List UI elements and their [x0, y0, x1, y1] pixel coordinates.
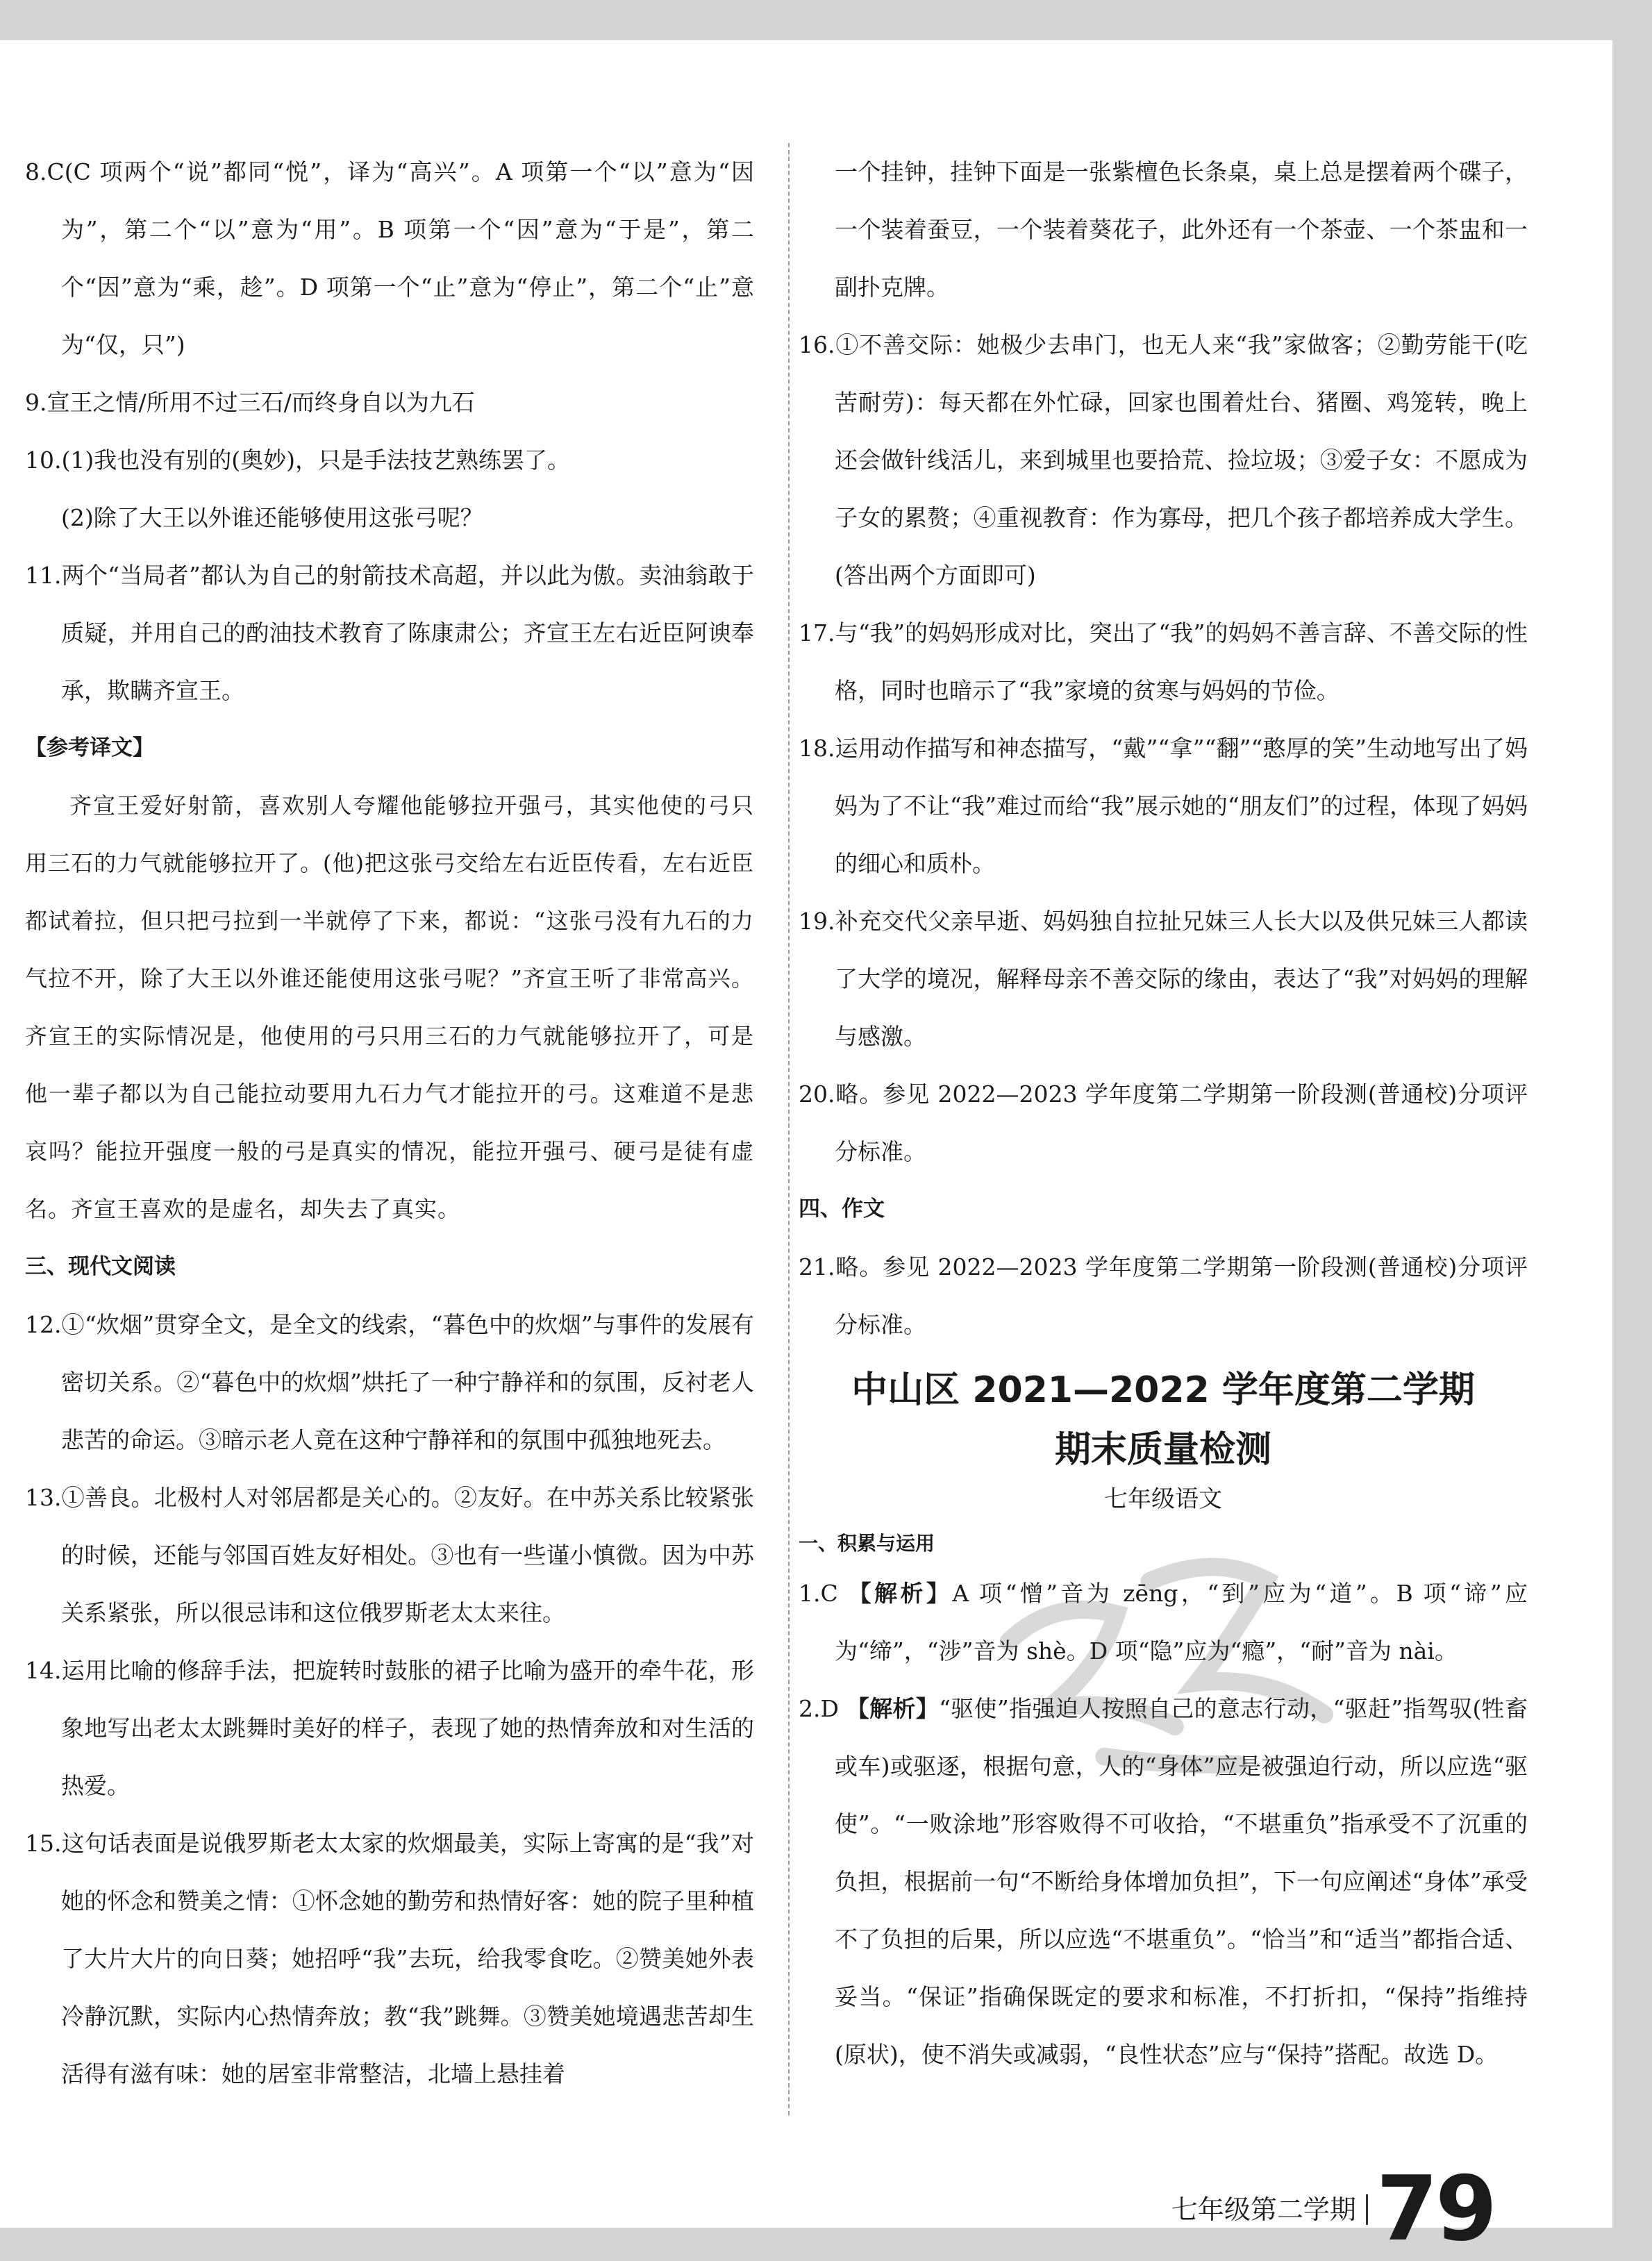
answer-14: 14.运用比喻的修辞手法，把旋转时鼓胀的裙子比喻为盛开的牵牛花，形象地写出老太太跳舞时美好的样子，表现了她的热情奔放和对生活的热爱。 — [25, 1657, 754, 1799]
answer-21: 21.略。参见 2022—2023 学年度第二学期第一阶段测(普通校)分项评分标准。 — [799, 1253, 1528, 1338]
section-1-heading: 一、积累与运用 — [799, 1532, 935, 1555]
answer-2: 2.D 【解析】“驱使”指强迫人按照自己的意志行动，“驱赶”指驾驭(牲畜或车)或驱逐，根据句意，人的“身体”应是被强迫行动，所以应选“驱使”。“一败涂地”形容败得不可收拾，“不堪重负”指承受不了沉重的负担，根据前一句“不断给身体增加负担”，下一句应阐述“身体”承受不了负担的后果，所以应选“不堪重负”。“恰当”和“适当”都指合适、妥当。“保证”指确保既定的要求和标准，不打折扣，“保持”指维持(原状)，使不消失或减弱，“良性状态”应与“保持”搭配。故选 D。 — [799, 1695, 1528, 2068]
answer-9: 9.宣王之情/所用不过三石/而终身自以为九石 — [25, 389, 475, 416]
exam-subtitle: 七年级语文 — [1104, 1485, 1222, 1513]
answer-16: 16.①不善交际：她极少去串门，也无人来“我”家做客；②勤劳能干(吃苦耐劳)：每天都在外忙碌，回家也围着灶台、猪圈、鸡笼转，晚上还会做针线活儿，来到城里也要拾荒、捡垃圾；③爱子女：不愿成为子女的累赘；④重视教育：作为寡母，把几个孩子都培养成大学生。(答出两个方面即可) — [799, 331, 1528, 589]
answer-8: 8.C(C 项两个“说”都同“悦”，译为“高兴”。A 项第一个“以”意为“因为”，第二个“以”意为“用”。B 项第一个“因”意为“于是”，第二个“因”意为“乘，趁”。D 项第一个“止”意为“停止”，第二个“止”意为“仅，只”) — [25, 158, 754, 358]
footer-label: 七年级第二学期 — [1171, 2194, 1368, 2225]
page-number: 79 — [1376, 2158, 1494, 2261]
answer-20: 20.略。参见 2022—2023 学年度第二学期第一阶段测(普通校)分项评分标准。 — [799, 1081, 1528, 1165]
answer-10-sub: (2)除了大王以外谁还能够使用这张弓呢？ — [61, 504, 483, 531]
left-column — [25, 143, 754, 2103]
page-footer — [1171, 2158, 1494, 2261]
section-3-heading: 三、现代文阅读 — [25, 1254, 176, 1279]
reference-translation — [25, 777, 754, 1238]
answer-18: 18.运用动作描写和神态描写，“戴”“拿”“翻”“憨厚的笑”生动地写出了妈妈为了不让“我”难过而给“我”展示她的“朋友们”的过程，体现了妈妈的细心和质朴。 — [799, 735, 1528, 877]
section-4-heading: 四、作文 — [799, 1196, 885, 1221]
answer-19: 19.补充交代父亲早逝、妈妈独自拉扯兄妹三人长大以及供兄妹三人都读了大学的境况，解释母亲不善交际的缘由，表达了“我”对妈妈的理解与感激。 — [799, 908, 1528, 1050]
analysis-tag: 【解析】 — [846, 1695, 940, 1722]
page-sheet — [0, 40, 1612, 2261]
answer-13: 13.①善良。北极村人对邻居都是关心的。②友好。在中苏关系比较紧张的时候，还能与邻国百姓友好相处。③也有一些谨小慎微。因为中苏关系紧张，所以很忌讳和这位俄罗斯老太太来往。 — [25, 1484, 754, 1626]
reference-translation-heading: 【参考译文】 — [25, 735, 154, 760]
analysis-tag: 【解析】 — [848, 1580, 953, 1607]
answer-11: 11.两个“当局者”都认为自己的射箭技术高超，并以此为傲。卖油翁敢于质疑，并用自己的酌油技术教育了陈康肃公；齐宣王左右近臣阿谀奉承，欺瞒齐宣王。 — [25, 562, 754, 704]
answer-15-continuation: 一个挂钟，挂钟下面是一张紫檀色长条桌，桌上总是摆着两个碟子，一个装着蚕豆，一个装着葵花子，此外还有一个茶壶、一个茶盅和一副扑克牌。 — [835, 158, 1528, 301]
translation-paragraph: 齐宣王爱好射箭，喜欢别人夸耀他能够拉开强弓，其实他使的弓只用三石的力气就能够拉开了。(他)把这张弓交给左右近臣传看，左右近臣都试着拉，但只把弓拉到一半就停了下来，都说：“这张弓没有九石的力气拉不开，除了大王以外谁还能使用这张弓呢？”齐宣王听了非常高兴。齐宣王的实际情况是，他使用的弓只用三石的力气就能够拉开了，可是他一辈子都以为自己能拉动要用九石力气才能拉开的弓。这难道不是悲哀吗？能拉开强度一般的弓是真实的情况，能拉开强弓、硬弓是徒有虚名。齐宣王喜欢的是虚名，却失去了真实。 — [25, 792, 754, 1222]
exam-title: 中山区 2021—2022 学年度第二学期 — [851, 1369, 1475, 1411]
exam-title-2: 期末质量检测 — [1054, 1429, 1271, 1471]
answer-12: 12.①“炊烟”贯穿全文，是全文的线索，“暮色中的炊烟”与事件的发展有密切关系。②“暮色中的炊烟”烘托了一种宁静祥和的氛围，反衬老人悲苦的命运。③暗示老人竟在这种宁静祥和的氛围中孤独地死去。 — [25, 1311, 754, 1453]
column-divider — [788, 143, 790, 2115]
answer-15: 15.这句话表面是说俄罗斯老太太家的炊烟最美，实际上寄寓的是“我”对她的怀念和赞美之情：①怀念她的勤劳和热情好客：她的院子里种植了大片大片的向日葵；她招呼“我”去玩，给我零食吃。②赞美她外表冷静沉默，实际内心热情奔放；教“我”跳舞。③赞美她境遇悲苦却生活得有滋有味：她的居室非常整洁，北墙上悬挂着 — [25, 1830, 754, 2087]
answer-17: 17.与“我”的妈妈形成对比，突出了“我”的妈妈不善言辞、不善交际的性格，同时也暗示了“我”家境的贫寒与妈妈的节俭。 — [799, 619, 1528, 704]
answer-1: 1.C 【解析】A 项“憎”音为 zēng，“到”应为“道”。B 项“谛”应为“缔”，“涉”音为 shè。D 项“隐”应为“瘾”，“耐”音为 nài。 — [799, 1580, 1528, 1665]
exam-header — [799, 1360, 1528, 1519]
answer-10: 10.(1)我也没有别的(奥妙)，只是手法技艺熟练罢了。 — [25, 447, 570, 474]
